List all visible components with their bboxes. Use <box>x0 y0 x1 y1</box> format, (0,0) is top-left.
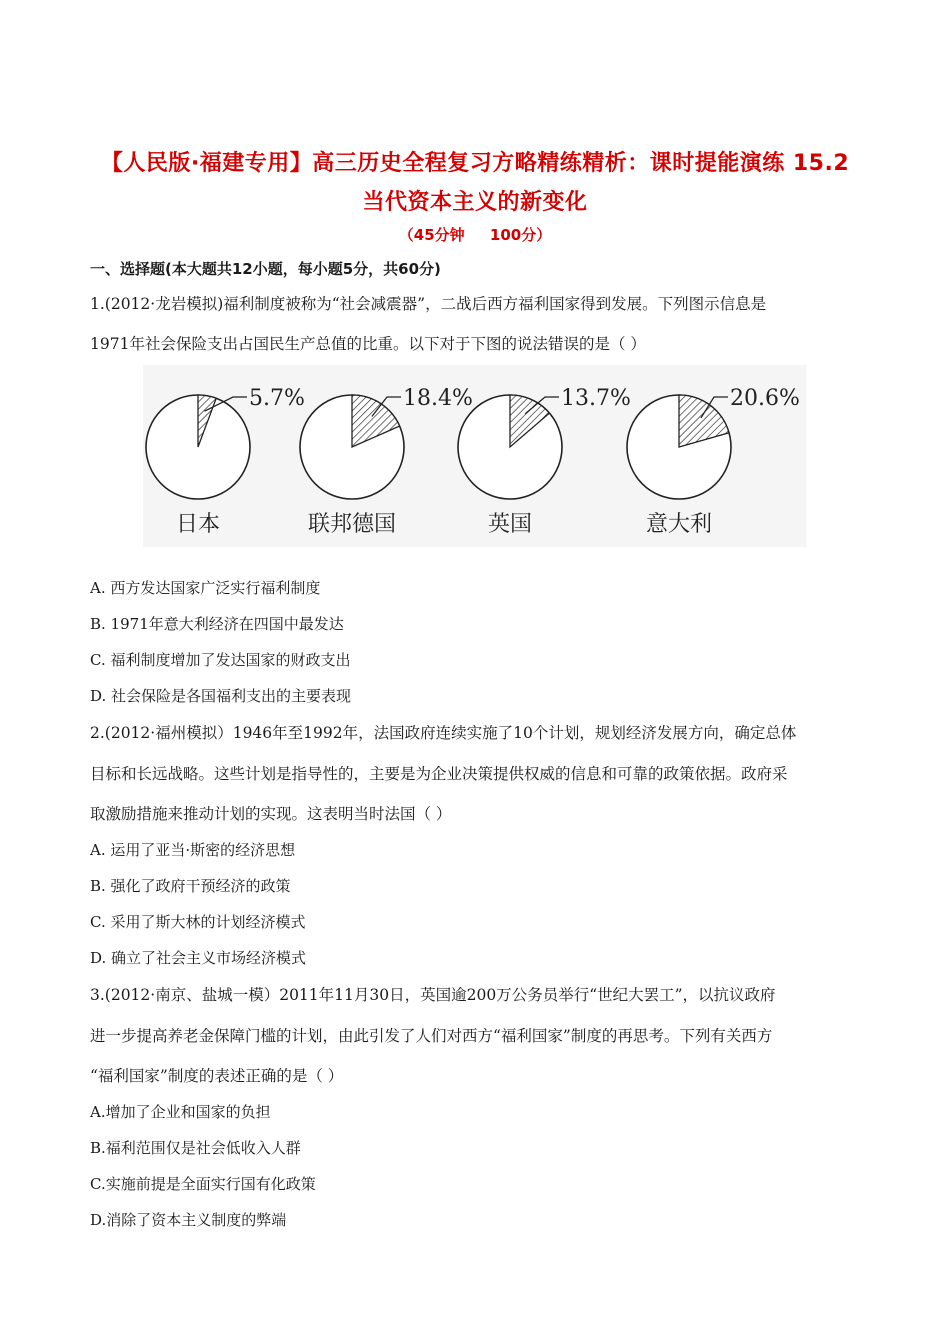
q1-stem-line1: 1.(2012·龙岩模拟)福利制度被称为“社会减震器”，二战后西方福利国家得到发展。下列图示信息是 <box>90 295 767 313</box>
q2-stem-line3: 取激励措施来推动计划的实现。这表明当时法国（ ） <box>90 805 452 823</box>
q2-option-b[interactable]: B. 强化了政府干预经济的政策 <box>90 877 291 895</box>
q1-stem-line2: 1971年社会保险支出占国民生产总值的比重。以下对于下图的说法错误的是（ ） <box>90 335 646 353</box>
pie-4-percent-label: 20.6% <box>730 386 800 411</box>
q1-option-c[interactable]: C. 福利制度增加了发达国家的财政支出 <box>90 651 351 669</box>
exam-score: 100分） <box>489 226 552 244</box>
q3-option-b[interactable]: B.福利范围仅是社会低收入人群 <box>90 1139 301 1157</box>
q2-option-d[interactable]: D. 确立了社会主义市场经济模式 <box>90 949 307 967</box>
pie-1-country-label: 日本 <box>175 512 221 537</box>
pie-2-percent-label: 18.4% <box>403 386 473 411</box>
pie-charts <box>143 365 806 547</box>
q2-option-c[interactable]: C. 采用了斯大林的计划经济模式 <box>90 913 306 931</box>
q1-option-b[interactable]: B. 1971年意大利经济在四国中最发达 <box>90 615 344 633</box>
q3-option-c[interactable]: C.实施前提是全面实行国有化政策 <box>90 1175 316 1193</box>
q2-stem-line2: 目标和长远战略。这些计划是指导性的，主要是为企业决策提供权威的信息和可靠的政策依据。政府采 <box>90 765 788 783</box>
q3-stem-line1: 3.(2012·南京、盐城一模）2011年11月30日，英国逾200万公务员举行“世纪大罢工”，以抗议政府 <box>90 986 776 1004</box>
q3-option-a[interactable]: A.增加了企业和国家的负担 <box>90 1103 271 1121</box>
pie-3-country-label: 英国 <box>487 512 533 537</box>
q3-stem-line2: 进一步提高养老金保障门槛的计划，由此引发了人们对西方“福利国家”制度的再思考。下列有关西方 <box>90 1027 773 1045</box>
q1-option-a[interactable]: A. 西方发达国家广泛实行福利制度 <box>90 579 321 597</box>
exam-info <box>0 224 950 245</box>
pie-1-percent-label: 5.7% <box>249 386 305 411</box>
q1-option-d[interactable]: D. 社会保险是各国福利支出的主要表现 <box>90 687 352 705</box>
q3-stem-line3: “福利国家”制度的表述正确的是（ ） <box>90 1067 344 1085</box>
q2-option-a[interactable]: A. 运用了亚当·斯密的经济思想 <box>90 841 296 859</box>
pie-4-country-label: 意大利 <box>645 512 713 537</box>
pie-2-country-label: 联邦德国 <box>307 512 397 537</box>
document-title-line1: 【人民版·福建专用】高三历史全程复习方略精练精析：课时提能演练 15.2 <box>100 151 850 176</box>
exam-time: （45分钟 <box>398 226 465 244</box>
section-heading: 一、选择题(本大题共12小题，每小题5分，共60分) <box>90 260 441 278</box>
pie-chart-figure <box>143 365 806 547</box>
pie-3-percent-label: 13.7% <box>561 386 631 411</box>
q3-option-d[interactable]: D.消除了资本主义制度的弊端 <box>90 1211 287 1229</box>
q2-stem-line1: 2.(2012·福州模拟）1946年至1992年，法国政府连续实施了10个计划，规划经济发展方向，确定总体 <box>90 724 797 742</box>
document-title-line2: 当代资本主义的新变化 <box>362 190 588 215</box>
